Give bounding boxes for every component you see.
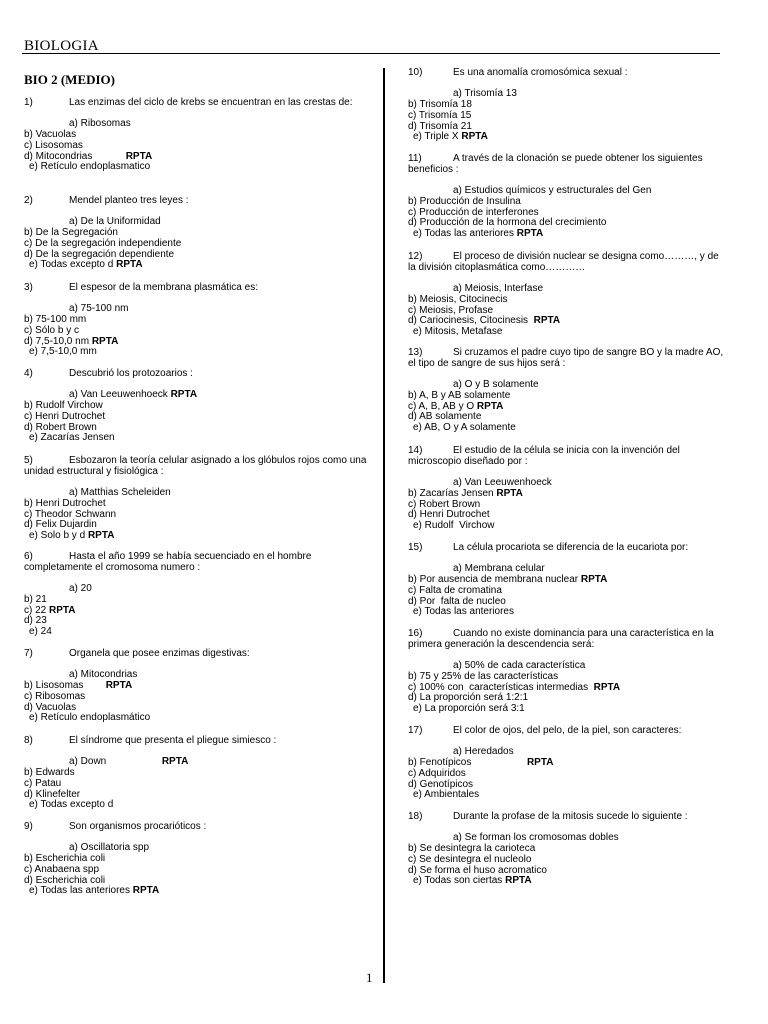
option-text: c) Theodor Schwann [24, 508, 117, 520]
option-text: b) Henri Dutrochet [24, 497, 106, 509]
option-text: a) O y B solamente [453, 379, 539, 391]
question-number: 16) [408, 628, 423, 639]
question-stem: Organela que posee enzimas digestivas: [69, 648, 250, 659]
question-number: 14) [408, 445, 423, 456]
option-text: c) A, B, AB y O [408, 400, 475, 412]
option-text: d) De la segregación dependiente [24, 248, 175, 260]
option-text: b) Zacarías Jensen [408, 487, 494, 499]
option-text: a) Estudios químicos y estructurales del Gen [453, 185, 652, 197]
option-text: c) Anabaena spp [24, 863, 100, 875]
answer-marker: RPTA [132, 885, 160, 897]
question-stem: Si cruzamos el padre cuyo tipo de sangre BO y la madre AO, el tipo de sangre de sus hijos será : [408, 347, 724, 369]
column-divider [383, 68, 385, 983]
answer-option [24, 713, 374, 724]
option-text: d) Cariocinesis, Citocinesis [408, 315, 529, 327]
option-text: b) Edwards [24, 767, 75, 779]
question-number: 6) [24, 551, 33, 562]
option-text: d) Robert Brown [24, 421, 97, 433]
question-text [24, 456, 374, 477]
option-text: d) AB solamente [408, 411, 482, 423]
question-number: 18) [408, 811, 423, 822]
answer-marker: RPTA [461, 131, 488, 143]
option-text: c) Patau [24, 777, 62, 789]
answer-option [24, 768, 374, 779]
option-text: d) 23 [24, 615, 47, 627]
answer-option [24, 616, 374, 627]
option-text: b) Lisosomas [24, 680, 84, 692]
question-text [408, 446, 726, 467]
answer-marker: RPTA [496, 487, 523, 499]
question-text [24, 369, 374, 380]
question-text [408, 726, 726, 737]
option-text: e) Solo b y d [29, 529, 86, 541]
question-stem: Es una anomalía cromosómica sexual : [453, 67, 628, 78]
option-text: d) Felix Dujardin [24, 519, 97, 531]
answer-option [24, 584, 374, 595]
option-text: e) La proporción será 3:1 [413, 702, 525, 714]
answer-marker: RPTA [161, 756, 189, 768]
option-text: b) De la Segregación [24, 227, 118, 239]
answer-option [408, 607, 726, 618]
answer-option [408, 229, 726, 240]
answer-option [24, 595, 374, 606]
option-text: e) Mitosis, Metafase [413, 325, 503, 337]
question-number: 4) [24, 368, 33, 379]
option-text: c) 100% con características intermedias [408, 681, 589, 693]
question-stem: Son organismos procarióticos : [69, 821, 207, 832]
answer-marker: RPTA [526, 757, 554, 769]
question-number: 7) [24, 648, 33, 659]
question-2 [24, 196, 374, 271]
option-text: b) Meiosis, Citocinecis [408, 293, 508, 305]
question-text [24, 822, 374, 833]
option-text: a) Oscillatoria spp [69, 842, 150, 854]
option-text: e) Retículo endoplasmatico [29, 161, 151, 173]
question-text [24, 552, 374, 573]
question-text [408, 543, 726, 554]
option-text: d) Vacuolas [24, 701, 77, 713]
header-rule [22, 53, 720, 54]
answer-option [24, 347, 374, 358]
question-text [408, 252, 726, 273]
question-1 [24, 98, 374, 173]
answer-option [24, 531, 374, 542]
option-text: c) De la segregación independiente [24, 237, 182, 249]
answer-marker: RPTA [593, 681, 621, 693]
option-text: e) Rudolf Virchow [413, 519, 495, 531]
question-stem: Descubrió los protozoarios : [69, 368, 193, 379]
option-text: c) Trisomía 15 [408, 109, 472, 121]
option-text: e) Todas excepto d [29, 259, 114, 271]
question-stem: Mendel planteo tres leyes : [69, 195, 189, 206]
question-number: 5) [24, 455, 33, 466]
question-number: 13) [408, 347, 423, 358]
answer-option [24, 886, 374, 897]
section-title: BIO 2 (MEDIO) [24, 72, 115, 87]
option-text: a) Mitocondrias [69, 669, 138, 681]
option-text: c) Meiosis, Profase [408, 304, 494, 316]
question-text [408, 812, 726, 823]
option-text: b) Producción de Insulina [408, 195, 521, 207]
question-stem: El síndrome que presenta el pliegue simiesco : [69, 735, 277, 746]
question-10 [408, 68, 726, 143]
option-text: e) 7,5-10,0 mm [29, 346, 97, 358]
option-text: e) Ambientales [413, 789, 480, 801]
answer-marker: RPTA [105, 680, 133, 692]
option-text: a) 20 [69, 583, 92, 595]
question-stem: Las enzimas del ciclo de krebs se encuentran en las crestas de: [69, 97, 353, 108]
option-text: c) 22 [24, 604, 47, 616]
option-text: e) Todas excepto d [29, 799, 114, 811]
option-text: c) Henri Dutrochet [24, 410, 106, 422]
page-header-title: BIOLOGIA [24, 38, 99, 54]
option-text: c) Falta de cromatina [408, 584, 502, 596]
answer-option [24, 260, 374, 271]
question-14 [408, 446, 726, 532]
question-stem: Durante la profase de la mitosis sucede lo siguiente : [453, 811, 688, 822]
option-text: c) Producción de interferones [408, 206, 539, 218]
option-text: a) Meiosis, Interfase [453, 283, 544, 295]
option-text: d) Klinefelter [24, 788, 81, 800]
question-stem: Esbozaron la teoría celular asignado a los glóbulos rojos como una unidad estructural y fisiológica : [24, 455, 367, 477]
answer-option [408, 704, 726, 715]
question-stem: Cuando no existe dominancia para una característica en la primera generación la descendencia será: [408, 628, 714, 650]
question-number: 17) [408, 725, 423, 736]
question-18 [408, 812, 726, 887]
option-text: b) Se desintegra la carioteca [408, 843, 536, 855]
option-text: a) Down [69, 756, 107, 768]
option-text: e) Triple X [413, 131, 459, 143]
question-15 [408, 543, 726, 618]
answer-marker: RPTA [125, 150, 153, 162]
option-text: b) 21 [24, 593, 47, 605]
answer-option [24, 757, 374, 768]
option-text: b) Por ausencia de membrana nuclear [408, 574, 579, 586]
question-number: 15) [408, 542, 423, 553]
question-9 [24, 822, 374, 897]
option-text: a) Heredados [453, 746, 514, 758]
question-number: 1) [24, 97, 33, 108]
option-text: e) Todas las anteriores [413, 227, 514, 239]
answer-option [408, 521, 726, 532]
option-text: a) Matthias Scheleiden [69, 487, 171, 499]
answer-marker: RPTA [116, 259, 143, 271]
answer-marker: RPTA [533, 315, 561, 327]
question-text [408, 348, 726, 369]
question-text [408, 68, 726, 79]
question-number: 10) [408, 67, 423, 78]
answer-option [408, 876, 726, 887]
question-number: 12) [408, 251, 423, 262]
option-text: a) Van Leeuwenhoeck [453, 477, 552, 489]
question-stem: A través de la clonación se puede obtener los siguientes beneficios : [408, 153, 703, 175]
question-16 [408, 629, 726, 715]
page-number: 1 [366, 970, 373, 985]
option-text: d) Mitocondrias [24, 150, 93, 162]
answer-marker: RPTA [49, 604, 76, 616]
question-stem: El proceso de división nuclear se designa como………, y de la división citoplasmática como………… [408, 251, 719, 273]
option-text: d) Producción de la hormona del crecimiento [408, 217, 607, 229]
answer-option [408, 423, 726, 434]
option-text: b) Trisomía 18 [408, 99, 472, 111]
option-text: c) Lisosomas [24, 139, 83, 151]
option-text: d) La proporción será 1:2:1 [408, 692, 529, 704]
answer-marker: RPTA [505, 875, 532, 887]
question-stem: La célula procariota se diferencia de la eucariota por: [453, 542, 689, 553]
question-text [24, 649, 374, 660]
answer-marker: RPTA [91, 335, 119, 347]
answer-option [24, 606, 374, 617]
option-text: a) Van Leeuwenhoeck [69, 389, 168, 401]
option-text: b) 75 y 25% de las características [408, 670, 559, 682]
answer-option [24, 433, 374, 444]
option-text: a) Ribosomas [69, 118, 131, 130]
option-text: a) Membrana celular [453, 563, 545, 575]
option-text: c) Sólo b y c [24, 324, 80, 336]
option-text: d) Henri Dutrochet [408, 509, 490, 521]
option-text: b) Escherichia coli [24, 853, 106, 865]
option-text: d) Genotípicos [408, 778, 474, 790]
answer-option [24, 627, 374, 638]
question-text [24, 196, 374, 207]
option-text: d) Trisomía 21 [408, 120, 472, 132]
option-text: c) Adquiridos [408, 767, 466, 779]
option-text: a) Trisomía 13 [453, 88, 517, 100]
question-number: 2) [24, 195, 33, 206]
question-number: 8) [24, 735, 33, 746]
option-text: e) Todas son ciertas [413, 875, 503, 887]
answer-option [408, 132, 726, 143]
question-stem: El estudio de la célula se inicia con la invención del microscopio diseñado por : [408, 445, 680, 467]
answer-option [24, 119, 374, 130]
option-text: b) Rudolf Virchow [24, 400, 103, 412]
question-number: 9) [24, 821, 33, 832]
question-4 [24, 369, 374, 444]
question-7 [24, 649, 374, 724]
option-text: b) Fenotípicos [408, 757, 472, 769]
question-text [24, 98, 374, 109]
question-8 [24, 736, 374, 811]
option-text: d) Se forma el huso acromatico [408, 864, 547, 876]
option-text: a) 50% de cada característica [453, 660, 586, 672]
question-3 [24, 283, 374, 358]
option-text: a) 75-100 nm [69, 303, 129, 315]
option-text: c) Ribosomas [24, 690, 86, 702]
question-text [24, 736, 374, 747]
answer-option [24, 162, 374, 173]
question-text [408, 154, 726, 175]
answer-option [24, 692, 374, 703]
question-6 [24, 552, 374, 638]
answer-option [24, 800, 374, 811]
question-13 [408, 348, 726, 434]
answer-marker: RPTA [580, 574, 608, 586]
option-text: b) A, B y AB solamente [408, 389, 511, 401]
answer-option [408, 790, 726, 801]
option-text: e) 24 [29, 625, 52, 637]
option-text: c) Robert Brown [408, 498, 481, 510]
question-11 [408, 154, 726, 240]
option-text: e) Retículo endoplasmático [29, 712, 151, 724]
option-text: d) 7,5-10,0 nm [24, 335, 90, 347]
option-text: e) AB, O y A solamente [413, 421, 516, 433]
question-5 [24, 456, 374, 542]
question-17 [408, 726, 726, 801]
question-number: 11) [408, 153, 422, 164]
answer-marker: RPTA [170, 389, 198, 401]
option-text: b) 75-100 mm [24, 314, 87, 326]
option-text: e) Zacarías Jensen [29, 432, 115, 444]
question-text [24, 283, 374, 294]
question-stem: El espesor de la membrana plasmática es: [69, 282, 258, 293]
option-text: e) Todas las anteriores [29, 885, 130, 897]
answer-marker: RPTA [516, 227, 544, 239]
question-stem: Hasta el año 1999 se había secuenciado en el hombre completamente el cromosoma numero : [24, 551, 312, 573]
question-number: 3) [24, 282, 33, 293]
option-text: a) Se forman los cromosomas dobles [453, 832, 619, 844]
question-12 [408, 252, 726, 338]
answer-marker: RPTA [476, 400, 504, 412]
option-text: a) De la Uniformidad [69, 216, 161, 228]
option-text: b) Vacuolas [24, 129, 77, 141]
answer-marker: RPTA [87, 529, 115, 541]
option-text: d) Escherichia coli [24, 874, 106, 886]
option-text: e) Todas las anteriores [413, 606, 514, 618]
option-text: c) Se desintegra el nucleolo [408, 853, 532, 865]
question-text [408, 629, 726, 650]
question-stem: El color de ojos, del pelo, de la piel, son caracteres: [453, 725, 682, 736]
answer-option [408, 327, 726, 338]
option-text: d) Por falta de nucleo [408, 595, 506, 607]
